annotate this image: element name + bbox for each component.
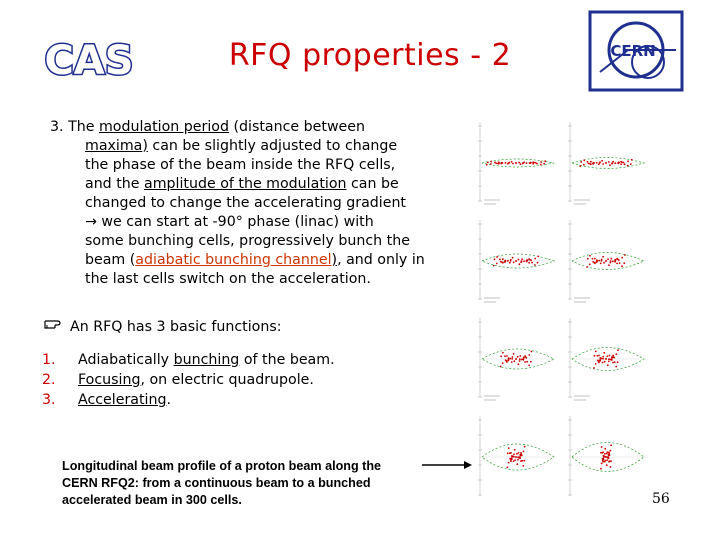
beam-particle bbox=[613, 357, 615, 359]
beam-particle bbox=[528, 365, 530, 367]
beam-particle bbox=[508, 357, 510, 359]
beam-particle bbox=[502, 258, 504, 260]
beam-particle bbox=[534, 258, 536, 260]
paragraph-text: beam ( bbox=[85, 252, 136, 268]
beam-particle bbox=[610, 260, 612, 262]
beam-particle bbox=[535, 162, 537, 164]
beam-particle bbox=[514, 459, 516, 461]
beam-particle bbox=[494, 162, 496, 164]
slide-title: RFQ properties - 2 bbox=[228, 38, 512, 73]
beam-particle bbox=[507, 359, 509, 361]
beam-particle bbox=[592, 163, 594, 165]
beam-particle bbox=[532, 161, 534, 163]
beam-particle bbox=[597, 360, 599, 362]
beam-particle bbox=[521, 258, 523, 260]
beam-particle bbox=[579, 165, 581, 167]
beam-particle bbox=[540, 161, 542, 163]
beam-particle bbox=[512, 455, 514, 457]
beam-particle bbox=[526, 357, 528, 359]
beam-particle bbox=[631, 159, 633, 161]
beam-particle bbox=[498, 161, 500, 163]
beam-particle bbox=[608, 461, 610, 463]
beam-particle bbox=[604, 453, 606, 455]
beam-particle bbox=[608, 264, 610, 266]
beam-particle bbox=[598, 260, 600, 262]
beam-particle bbox=[602, 356, 604, 358]
beam-particle bbox=[513, 360, 515, 362]
beam-particle bbox=[544, 160, 546, 162]
functions-heading-text: An RFQ has 3 basic functions: bbox=[70, 319, 282, 335]
phase-space-panel bbox=[478, 220, 556, 302]
paragraph-line-9: the last cells switch on the acceleration. bbox=[85, 271, 371, 287]
beam-particle bbox=[590, 163, 592, 165]
list-text: Adiabatically bbox=[78, 352, 174, 368]
beam-particle bbox=[617, 361, 619, 363]
beam-particle bbox=[493, 265, 495, 267]
beam-particle bbox=[500, 261, 502, 263]
beam-particle bbox=[605, 260, 607, 262]
beam-particle bbox=[583, 164, 585, 166]
beam-particle bbox=[515, 162, 517, 164]
beam-particle bbox=[602, 362, 604, 364]
beam-particle bbox=[594, 258, 596, 260]
beam-particle bbox=[521, 359, 523, 361]
beam-particle bbox=[516, 463, 518, 465]
beam-particle bbox=[490, 161, 492, 163]
beam-particle bbox=[515, 260, 517, 262]
maxima-term: maxima bbox=[85, 138, 143, 154]
beam-particle bbox=[505, 162, 507, 164]
beam-particle bbox=[589, 263, 591, 265]
beam-particle bbox=[499, 258, 501, 260]
beam-particle bbox=[520, 460, 522, 462]
beam-particle bbox=[594, 355, 596, 357]
beam-particle bbox=[530, 361, 532, 363]
beam-particle bbox=[624, 254, 626, 256]
beam-particle bbox=[618, 161, 620, 163]
beam-particle bbox=[531, 351, 533, 353]
paragraph-line-6: → we can start at -90° phase (linac) with bbox=[85, 214, 374, 230]
beam-particle bbox=[609, 454, 611, 456]
list-item bbox=[42, 390, 335, 410]
beam-particle bbox=[508, 447, 510, 449]
beam-particle bbox=[592, 258, 594, 260]
beam-particle bbox=[588, 163, 590, 165]
beam-particle bbox=[621, 257, 623, 259]
beam-particle bbox=[615, 366, 617, 368]
beam-particle bbox=[610, 444, 612, 446]
beam-particle bbox=[524, 355, 526, 357]
beam-particle bbox=[523, 460, 525, 462]
beam-particle bbox=[610, 258, 612, 260]
beam-particle bbox=[617, 349, 619, 351]
beam-particle bbox=[519, 454, 521, 456]
phase-space-panel bbox=[568, 416, 646, 496]
beam-particle bbox=[502, 262, 504, 264]
cas-logo-text: CAS bbox=[44, 38, 134, 84]
paragraph-line-3: the phase of the beam inside the RFQ cells, bbox=[85, 157, 396, 173]
beam-particle bbox=[583, 159, 585, 161]
beam-particle bbox=[602, 256, 604, 258]
beam-particle bbox=[607, 364, 609, 366]
beam-particle bbox=[521, 260, 523, 262]
beam-particle bbox=[521, 455, 523, 457]
beam-particle bbox=[500, 366, 502, 368]
beam-particle bbox=[506, 361, 508, 363]
beam-particle bbox=[620, 161, 622, 163]
page-number: 56 bbox=[652, 491, 670, 507]
beam-particle bbox=[515, 358, 517, 360]
beam-particle bbox=[609, 164, 611, 166]
beam-particle bbox=[595, 363, 597, 365]
beam-particle bbox=[601, 446, 603, 448]
beam-particle bbox=[523, 359, 525, 361]
beam-particle bbox=[610, 466, 612, 468]
phase-space-panel bbox=[478, 416, 556, 496]
caption-line: Longitudinal beam profile of a proton beam along the bbox=[62, 459, 382, 473]
beam-particle bbox=[537, 262, 539, 264]
beam-particle bbox=[512, 257, 514, 259]
beam-particle bbox=[516, 453, 518, 455]
beam-particle bbox=[605, 162, 607, 164]
beam-particle bbox=[614, 261, 616, 263]
beam-particle bbox=[606, 459, 608, 461]
beam-particle bbox=[518, 363, 520, 365]
beam-particle bbox=[616, 263, 618, 265]
beam-particle bbox=[513, 353, 515, 355]
list-number: 2. bbox=[42, 372, 56, 388]
beam-particle bbox=[511, 361, 513, 363]
beam-particle bbox=[518, 162, 520, 164]
beam-particle bbox=[526, 361, 528, 363]
phase-space-panel bbox=[568, 318, 646, 400]
beam-particle bbox=[510, 358, 512, 360]
beam-particle bbox=[502, 352, 504, 354]
beam-particle bbox=[522, 465, 524, 467]
beam-particle bbox=[502, 362, 504, 364]
beam-particle bbox=[623, 162, 625, 164]
beam-particle bbox=[587, 258, 589, 260]
beam-particle bbox=[520, 452, 522, 454]
beam-particle bbox=[513, 460, 515, 462]
beam-particle bbox=[507, 260, 509, 262]
paragraph-text: can be slightly adjusted to change bbox=[147, 138, 398, 154]
beam-particle bbox=[608, 161, 610, 163]
beam-particle bbox=[510, 452, 512, 454]
paragraph-text: , and only in bbox=[337, 252, 425, 268]
beam-particle bbox=[605, 460, 607, 462]
beam-particle bbox=[604, 361, 606, 363]
beam-particle bbox=[603, 352, 605, 354]
phase-space-panel bbox=[478, 122, 556, 204]
phase-space-panel bbox=[568, 122, 646, 204]
beam-particle bbox=[590, 161, 592, 163]
beam-particle bbox=[606, 464, 608, 466]
bunching-term: bunching bbox=[173, 352, 240, 368]
beam-particle bbox=[606, 355, 608, 357]
beam-particle bbox=[594, 263, 596, 265]
beam-particle bbox=[596, 355, 598, 357]
beam-particle bbox=[510, 460, 512, 462]
beam-particle bbox=[518, 452, 520, 454]
focusing-term: Focusing bbox=[78, 372, 141, 388]
beam-particle bbox=[601, 260, 603, 262]
beam-particle bbox=[589, 255, 591, 257]
list-text: , on electric quadrupole. bbox=[140, 372, 314, 388]
beam-particle bbox=[598, 362, 600, 364]
beam-particle bbox=[621, 265, 623, 267]
caption-arrow-icon bbox=[422, 458, 472, 472]
beam-particle bbox=[513, 262, 515, 264]
beam-particle bbox=[528, 354, 530, 356]
beam-particle bbox=[504, 261, 506, 263]
beam-particle bbox=[611, 162, 613, 164]
list-number: 1. bbox=[42, 352, 56, 368]
beam-particle bbox=[612, 261, 614, 263]
beam-particle bbox=[596, 261, 598, 263]
beam-particle bbox=[619, 262, 621, 264]
accelerating-term: Accelerating bbox=[78, 392, 167, 408]
list-item bbox=[42, 370, 335, 390]
beam-particle bbox=[615, 353, 617, 355]
paragraph-line-7: some bunching cells, progressively bunch the bbox=[85, 233, 410, 249]
cas-logo bbox=[40, 36, 138, 84]
beam-particle bbox=[511, 458, 513, 460]
beam-particle bbox=[524, 446, 526, 448]
beam-particle bbox=[587, 161, 589, 163]
beam-particle bbox=[490, 163, 492, 165]
beam-particle bbox=[504, 355, 506, 357]
beam-particle bbox=[528, 262, 530, 264]
beam-particle bbox=[517, 459, 519, 461]
beam-particle bbox=[614, 162, 616, 164]
beam-particle bbox=[602, 461, 604, 463]
beam-particle bbox=[627, 160, 629, 162]
paragraph-line-1 bbox=[50, 118, 460, 137]
paragraph-text: and the bbox=[85, 176, 144, 192]
list-text: . bbox=[166, 392, 172, 408]
beam-particle bbox=[603, 455, 605, 457]
beam-particle bbox=[514, 449, 516, 451]
beam-particle bbox=[537, 256, 539, 258]
functions-heading bbox=[44, 317, 282, 335]
beam-particle bbox=[602, 451, 604, 453]
caption-line: accelerated beam in 300 cells. bbox=[62, 493, 242, 507]
beam-particle bbox=[604, 448, 606, 450]
amplitude-term: amplitude of the modulation bbox=[144, 176, 347, 192]
beam-particle bbox=[608, 361, 610, 363]
beam-particle bbox=[534, 264, 536, 266]
beam-particle bbox=[540, 164, 542, 166]
beam-particle bbox=[614, 361, 616, 363]
beam-particle bbox=[609, 355, 611, 357]
beam-particle bbox=[606, 453, 608, 455]
beam-particle bbox=[623, 262, 625, 264]
beam-particle bbox=[608, 451, 610, 453]
beam-particle bbox=[610, 450, 612, 452]
beam-particle bbox=[505, 359, 507, 361]
modulation-period-term: modulation period bbox=[98, 119, 229, 135]
paragraph-text: The bbox=[68, 119, 99, 135]
beam-particle bbox=[486, 164, 488, 166]
beam-particle bbox=[601, 358, 603, 360]
list-number: 3. bbox=[42, 392, 56, 408]
paragraph-line-5: changed to change the accelerating gradient bbox=[85, 195, 406, 211]
beam-particle bbox=[593, 367, 595, 369]
beam-particle bbox=[519, 358, 521, 360]
paragraph-text: can be bbox=[346, 176, 399, 192]
beam-particle bbox=[601, 463, 603, 465]
beam-particle bbox=[496, 263, 498, 265]
beam-particle bbox=[608, 358, 610, 360]
beam-particle bbox=[513, 453, 515, 455]
beam-particle bbox=[519, 263, 521, 265]
paragraph-line-4 bbox=[50, 175, 460, 194]
paragraph-text: ) bbox=[142, 138, 148, 154]
beam-particle bbox=[612, 362, 614, 364]
beam-particle bbox=[511, 161, 513, 163]
beam-particle bbox=[603, 262, 605, 264]
beam-particle bbox=[506, 355, 508, 357]
beam-particle bbox=[508, 462, 510, 464]
beam-particle bbox=[599, 360, 601, 362]
beam-particle bbox=[511, 358, 513, 360]
beam-particle bbox=[530, 162, 532, 164]
paragraph-number: 3. bbox=[50, 119, 64, 135]
beam-particle bbox=[596, 162, 598, 164]
beam-particle bbox=[627, 165, 629, 167]
beam-particle bbox=[510, 260, 512, 262]
paragraph-line-8 bbox=[50, 251, 460, 270]
beam-particle bbox=[602, 163, 604, 165]
modulation-paragraph bbox=[50, 118, 460, 289]
beam-particle bbox=[507, 452, 509, 454]
beam-particle bbox=[605, 358, 607, 360]
paragraph-line-2 bbox=[50, 137, 460, 156]
svg-text:CERN: CERN bbox=[610, 42, 656, 60]
beam-particle bbox=[526, 162, 528, 164]
beam-particle bbox=[606, 456, 608, 458]
beam-particle bbox=[595, 351, 597, 353]
beam-particle bbox=[507, 466, 509, 468]
beam-particle bbox=[531, 262, 533, 264]
beam-particle bbox=[517, 356, 519, 358]
beam-particle bbox=[500, 355, 502, 357]
beam-particle bbox=[507, 163, 509, 165]
beam-particle bbox=[496, 256, 498, 258]
beam-particle bbox=[620, 163, 622, 165]
beam-particle bbox=[592, 261, 594, 263]
pointing-hand-icon bbox=[44, 317, 70, 335]
beam-particle bbox=[543, 163, 545, 165]
beam-particle bbox=[586, 266, 588, 268]
beam-particle bbox=[494, 258, 496, 260]
beam-particle bbox=[614, 259, 616, 261]
beam-particle bbox=[596, 259, 598, 261]
beam-particle bbox=[523, 260, 525, 262]
beam-particle bbox=[512, 163, 514, 165]
beam-particle bbox=[530, 259, 532, 261]
beam-particle bbox=[618, 259, 620, 261]
beam-particle bbox=[612, 355, 614, 357]
beam-particle bbox=[630, 163, 632, 165]
beam-particle bbox=[512, 356, 514, 358]
paragraph-text: (distance between bbox=[228, 119, 366, 135]
list-item bbox=[42, 350, 335, 370]
phase-space-panel bbox=[568, 220, 646, 302]
beam-particle bbox=[520, 163, 522, 165]
beam-particle bbox=[487, 162, 489, 164]
beam-particle bbox=[624, 163, 626, 165]
adiabatic-bunching-term: adiabatic bunching channel bbox=[135, 252, 332, 268]
beam-particle bbox=[519, 360, 521, 362]
beam-particle bbox=[519, 355, 521, 357]
beam-particle bbox=[515, 456, 517, 458]
cern-logo bbox=[588, 10, 684, 92]
beam-particle bbox=[518, 259, 520, 261]
beam-particle bbox=[580, 161, 582, 163]
beam-particle bbox=[523, 451, 525, 453]
beam-particle bbox=[517, 456, 519, 458]
figure-caption bbox=[62, 458, 422, 509]
beam-particle bbox=[524, 361, 526, 363]
beam-particle bbox=[528, 258, 530, 260]
beam-particle bbox=[607, 258, 609, 260]
beam-particle bbox=[509, 262, 511, 264]
functions-list bbox=[42, 350, 335, 410]
list-text: of the beam. bbox=[239, 352, 335, 368]
beam-particle bbox=[600, 263, 602, 265]
beam-particle bbox=[601, 160, 603, 162]
beam-particle bbox=[526, 259, 528, 261]
beam-particle bbox=[522, 162, 524, 164]
beam-particle bbox=[500, 162, 502, 164]
beam-particle bbox=[600, 468, 602, 470]
beam-particle bbox=[603, 458, 605, 460]
beam-particle bbox=[598, 355, 600, 357]
phase-space-panel bbox=[478, 318, 556, 400]
caption-line: CERN RFQ2: from a continuous beam to a bunched bbox=[62, 476, 371, 490]
beam-profile-plots bbox=[468, 112, 658, 532]
beam-particle bbox=[611, 356, 613, 358]
beam-particle bbox=[616, 258, 618, 260]
beam-particle bbox=[523, 357, 525, 359]
paragraph-text: ) bbox=[331, 252, 338, 268]
beam-particle bbox=[598, 163, 600, 165]
